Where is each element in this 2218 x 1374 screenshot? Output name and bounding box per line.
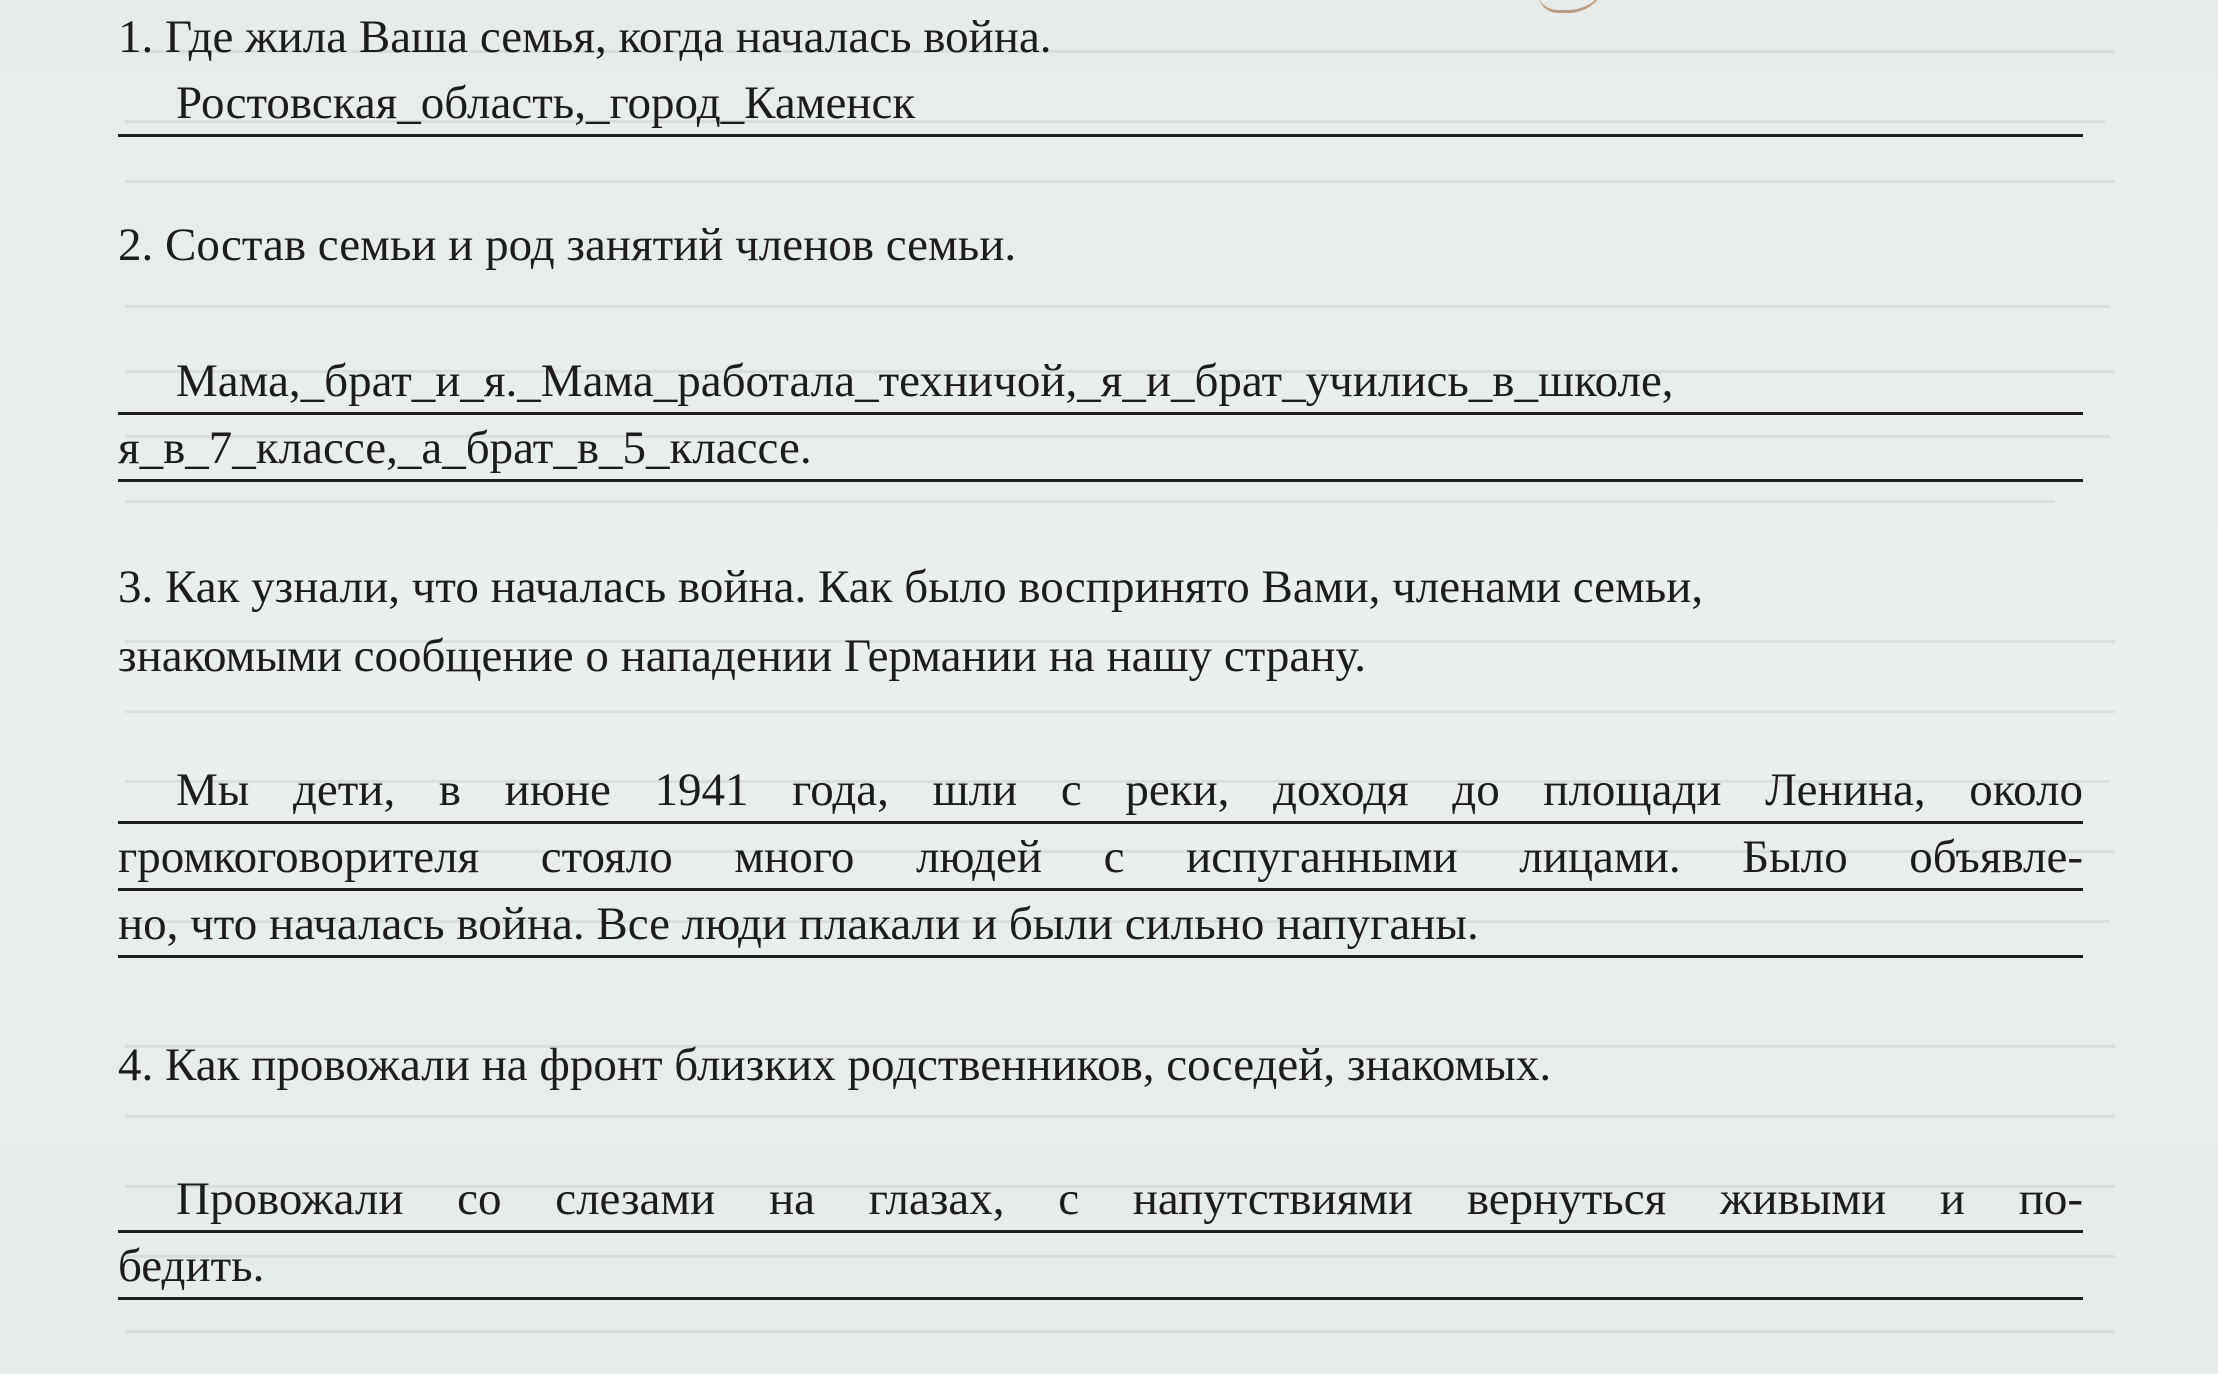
question-4: 4. Как провожали на фронт близких родственников, соседей, знакомых. (118, 1039, 1552, 1091)
answer-4 (118, 1166, 2083, 1300)
answer-line: Ростовская_область,_город_Каменск (118, 70, 2083, 137)
answer-line: Провожали со слезами на глазах, с напутствиями вернуться живыми и по- (118, 1166, 2083, 1233)
answer-3 (118, 757, 2083, 958)
question-3-line-2: знакомыми сообщение о нападении Германии на нашу страну. (118, 630, 1366, 682)
bleed-through-line (125, 1115, 2115, 1118)
question-1: 1. Где жила Ваша семья, когда началась война. (118, 11, 1052, 63)
answer-line: я_в_7_классе,_а_брат_в_5_классе. (118, 415, 2083, 482)
answer-line: Мы дети, в июне 1941 года, шли с реки, доходя до площади Ленина, около (118, 757, 2083, 824)
answer-line: громкоговорителя стояло много людей с испуганными лицами. Было объявле- (118, 824, 2083, 891)
answer-1 (118, 70, 2083, 137)
answer-line: но, что началась война. Все люди плакали и были сильно напуганы. (118, 891, 2083, 958)
question-3-line-1: 3. Как узнали, что началась война. Как было воспринято Вами, членами семьи, (118, 561, 1704, 613)
bleed-through-line (125, 1330, 2115, 1333)
bleed-through-line (125, 305, 2110, 308)
answer-line: Мама,_брат_и_я._Мама_работала_техничой,_я_и_брат_учились_в_школе, (118, 348, 2083, 415)
bleed-through-line (125, 710, 2115, 713)
answer-line: бедить. (118, 1233, 2083, 1300)
bleed-through-line (125, 180, 2115, 183)
pen-mark-icon (1538, 0, 1608, 13)
bleed-through-line (125, 500, 2055, 503)
question-2: 2. Состав семьи и род занятий членов семьи. (118, 219, 1017, 271)
answer-2 (118, 348, 2083, 482)
